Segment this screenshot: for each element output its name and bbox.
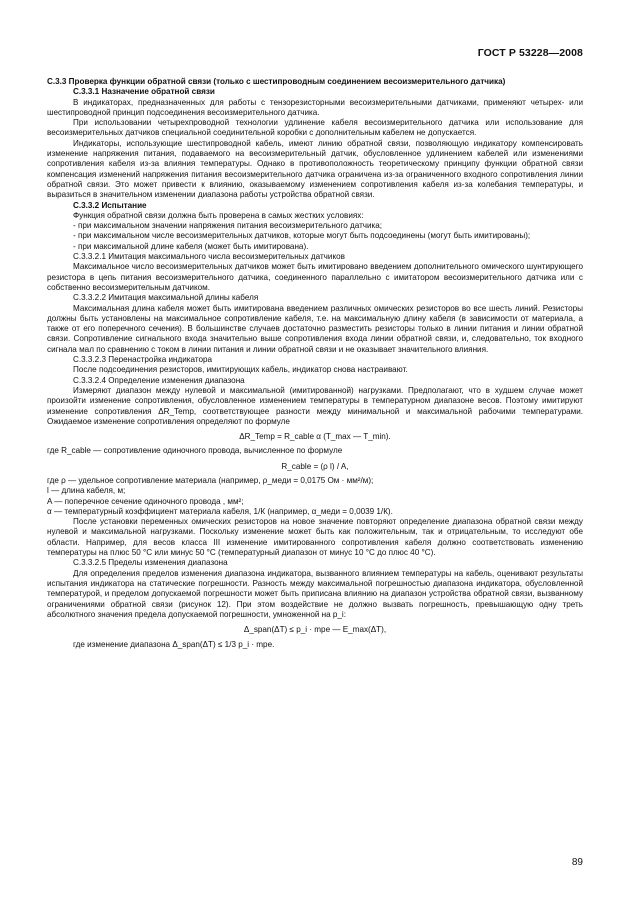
formula-delta-r-temp: ΔR_Temp = R_cable α (T_max — T_min). bbox=[239, 432, 391, 442]
subsection-title: С.3.3.1 Назначение обратной связи bbox=[73, 87, 215, 97]
paragraph: Измеряют диапазон между нулевой и максимальной (имитированной) нагрузками. Предполагают, что в худшем случае может произойти изменение сопротивления, обусловленное изменением температуры в температурном диапазоне весов. Поэтому имитируют изменение сопротивления ΔR_Temp, соответствующее разности между минимальной и максимальной рабочими температурами. Ожидаемое изменение сопротивления определяют по формуле bbox=[47, 385, 583, 426]
clause-title: С.3.3.2.4 Определение изменения диапазона bbox=[73, 375, 245, 385]
paragraph: Максимальная длина кабеля может быть имитирована введением различных омических резисторов во все шесть линий. Резисторы должны быть установлены на максимальное сопротивление кабеля, т.е. на максимальную длину кабеля (в зависимости от материала, а также от его поперечного сечения). В большинстве случаев достаточно разместить резисторы только в линии питания и линии обратной связи. Сопротивление сигнального входа значительно выше сопротивления входа линии обратной связи, и, следовательно, ток входного сигнала мал по сравнению с током в линии питания и линии обратной связи и не оказывает значительного влияния. bbox=[47, 303, 583, 354]
formula-span: Δ_span(ΔT) ≤ p_i · mpe — E_max(ΔT), bbox=[243, 625, 387, 635]
paragraph: После установки переменных омических резисторов на новое значение повторяют определение диапазона обратной связи между нулевой и максимальной нагрузками. Поскольку изменение может быть как положительным, так и отрицательным, то исследуют обе области. Например, для весов класса III изменение имитированного сопротивления кабеля должно соответствовать изменению температуры на плюс 50 °С или минус 50 °С (температурный диапазон от минус 10 °С до плюс 40 °С). bbox=[47, 517, 583, 558]
paragraph: После подсоединения резисторов, имитирующих кабель, индикатор снова настраивают. bbox=[73, 365, 408, 375]
paragraph: Функция обратной связи должна быть проверена в самых жестких условиях: bbox=[73, 210, 364, 220]
formula-legend: где R_cable — сопротивление одиночного провода, вычисленное по формуле bbox=[47, 446, 343, 456]
paragraph: Индикаторы, использующие шестипроводной кабель, имеют линию обратной связи, позволяющую индикатору компенсировать изменение напряжения питания, подаваемого на весоизмерительный датчик, обусловленное удлинением кабелей или изменениями сопротивления кабеля из-за влияния температуры. Однако в противоположность теоретическому принципу функции обратной связи компенсация изменений напряжения питания весоизмерительного датчика ограничена из-за ограниченного входного сопротивления линии обратной связи. Это может привести к влиянию, оказываемому изменением сопротивления кабеля из-за колебания температуры, и выразиться в значительном изменении диапазона работы устройства обратной связи. bbox=[47, 138, 583, 200]
section-title: С.3.3 Проверка функции обратной связи (только с шестипроводным соединением весоизмерительного датчика) bbox=[47, 77, 506, 86]
subsection-title: С.3.3.2 Испытание bbox=[73, 200, 147, 210]
formula-legend: l — длина кабеля, м; bbox=[47, 486, 126, 496]
clause-title: С.3.3.2.2 Имитация максимальной длины кабеля bbox=[73, 293, 259, 303]
list-item: - при максимальном числе весоизмерительных датчиков, которые могут быть подсоединены (могут быть имитированы); bbox=[73, 231, 531, 241]
list-item: - при максимальной длине кабеля (может быть имитирована). bbox=[73, 241, 309, 251]
formula-legend: где ρ — удельное сопротивление материала (например, ρ_меди = 0,0175 Ом · мм²/м); bbox=[47, 475, 374, 485]
page-number: 89 bbox=[571, 857, 583, 868]
formula-legend: α — температурный коэффициент материала кабеля, 1/К (например, α_меди = 0,0039 1/К). bbox=[47, 506, 393, 516]
document-header: ГОСТ Р 53228—2008 bbox=[477, 47, 583, 59]
paragraph: Для определения пределов изменения диапазона индикатора, вызванного влиянием температуры на кабель, оценивают результаты испытания индикатора на статические погрешности. Разность между максимальной погрешностью диапазона индикатора, обусловленной температурой, и пределом допускаемой погрешности может быть приписана влиянию на диапазон устройства обратной связи, вызванному ограничениями обратной связи (рисунок 12). При этом воздействие не должно вызвать погрешность, превышающую одну треть абсолютного значения предела допускаемой погрешности, умноженной на p_i: bbox=[47, 568, 583, 619]
clause-title: С.3.3.2.3 Перенастройка индикатора bbox=[73, 355, 213, 365]
formula-legend: A — поперечное сечение одиночного провода , мм²; bbox=[47, 496, 244, 506]
paragraph: При использовании четырехпроводной технологии удлинение кабеля весоизмерительного датчика или использование для весоизмерительных датчиков специальной соединительной коробки с дополнительным кабелем не допускается. bbox=[47, 118, 583, 138]
document-body bbox=[47, 77, 583, 651]
paragraph: В индикаторах, предназначенных для работы с тензорезисторными весоизмерительными датчиками, применяют четырех- или шестипроводной принцип подсоединения весоизмерительного датчика. bbox=[47, 97, 583, 117]
clause-title: С.3.3.2.5 Пределы изменения диапазона bbox=[73, 558, 228, 568]
clause-title: С.3.3.2.1 Имитация максимального числа весоизмерительных датчиков bbox=[73, 252, 345, 262]
formula-r-cable: R_cable = (ρ l) / A, bbox=[281, 461, 349, 471]
paragraph: где изменение диапазона Δ_span(ΔT) ≤ 1/3 p_i · mpe. bbox=[73, 640, 275, 650]
list-item: - при максимальном значении напряжения питания весоизмерительного датчика; bbox=[73, 221, 383, 231]
paragraph: Максимальное число весоизмерительных датчиков может быть имитировано введением дополнительного омического шунтирующего резистора в цепь питания весоизмерительного датчика, соединенного параллельно с имитатором весоизмерительного датчика или с собственно весоизмерительным датчиком. bbox=[47, 262, 583, 292]
